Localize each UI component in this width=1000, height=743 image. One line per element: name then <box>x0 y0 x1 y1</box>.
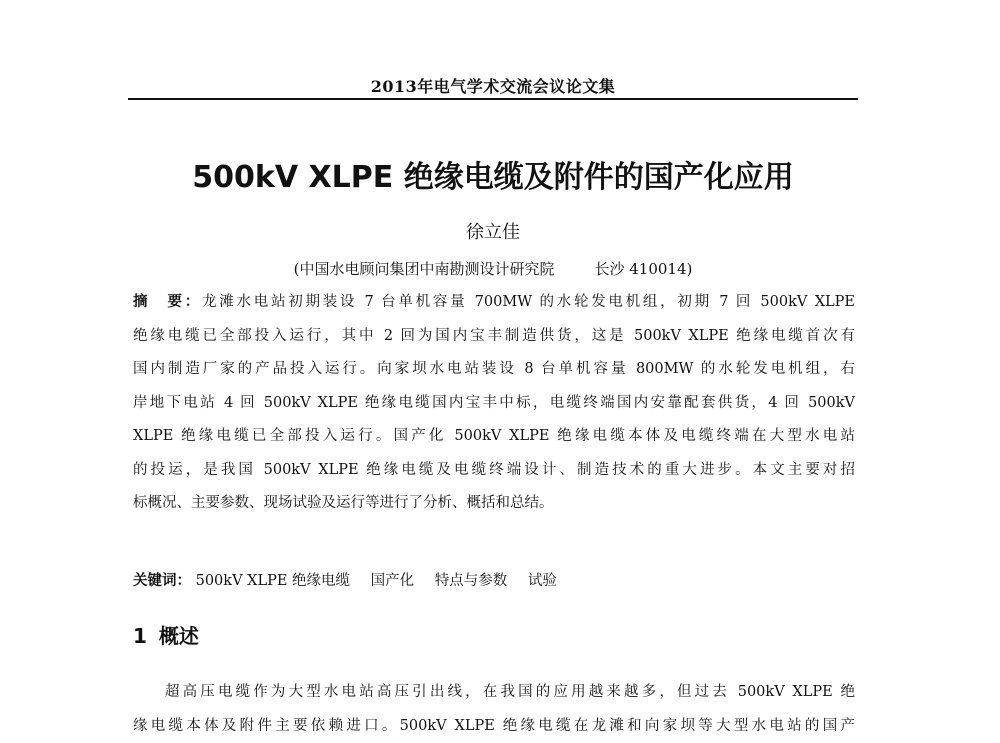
abstract-line: 岸地下电站 4 回 500kV XLPE 绝缘电缆国内宝丰中标，电缆终端国内安靠配套供货，4 回 500kV <box>133 387 855 421</box>
abstract-line: 国内制造厂家的产品投入运行。向家坝水电站装设 8 台单机容量 800MW 的水轮发电机组，右 <box>133 353 855 387</box>
journal-header: 2013年电气学术交流会议论文集 <box>128 74 858 97</box>
keyword-item: 特点与参数 <box>435 573 508 589</box>
abstract-line: XLPE 绝缘电缆已全部投入运行。国产化 500kV XLPE 绝缘电缆本体及电缆终端在大型水电站 <box>133 420 855 454</box>
keyword-item: 500kV XLPE 绝缘电缆 <box>196 573 350 589</box>
abstract-line-text: 龙滩水电站初期装设 7 台单机容量 700MW 的水轮发电机组，初期 7 回 500kV XLPE <box>202 294 855 310</box>
author-name: 徐立佳 <box>128 218 858 244</box>
keywords <box>133 570 855 592</box>
abstract-line: 标概况、主要参数、现场试验及运行等进行了分析、概括和总结。 <box>133 487 855 521</box>
keyword-item: 国产化 <box>371 573 415 589</box>
abstract-line <box>133 285 855 320</box>
affiliation <box>128 258 858 279</box>
affiliation-org: (中国水电顾问集团中南勘测设计研究院 <box>294 260 555 278</box>
keyword-item: 试验 <box>528 573 557 589</box>
body-line: 超高压电缆作为大型水电站高压引出线，在我国的应用越来越多，但过去 500kV XLPE 绝 <box>133 676 855 710</box>
abstract <box>133 285 855 521</box>
paper-title: 500kV XLPE 绝缘电缆及附件的国产化应用 <box>128 152 858 196</box>
section-body <box>133 676 855 743</box>
body-line: 缘电缆本体及附件主要依赖进口。500kV XLPE 绝缘电缆在龙滩和向家坝等大型水电站的国产 <box>133 710 855 743</box>
abstract-line: 绝缘电缆已全部投入运行，其中 2 回为国内宝丰制造供货，这是 500kV XLPE 绝缘电缆首次有 <box>133 320 855 354</box>
keywords-label: 关键词： <box>133 572 191 589</box>
header-rule <box>128 98 858 100</box>
section-heading <box>133 620 199 649</box>
section-title: 概述 <box>159 624 199 648</box>
abstract-label: 摘 要： <box>133 293 202 310</box>
section-number: 1 <box>133 624 147 648</box>
abstract-line: 的投运，是我国 500kV XLPE 绝缘电缆及电缆终端设计、制造技术的重大进步。本文主要对招 <box>133 454 855 488</box>
affiliation-city: 长沙 410014) <box>594 260 692 278</box>
